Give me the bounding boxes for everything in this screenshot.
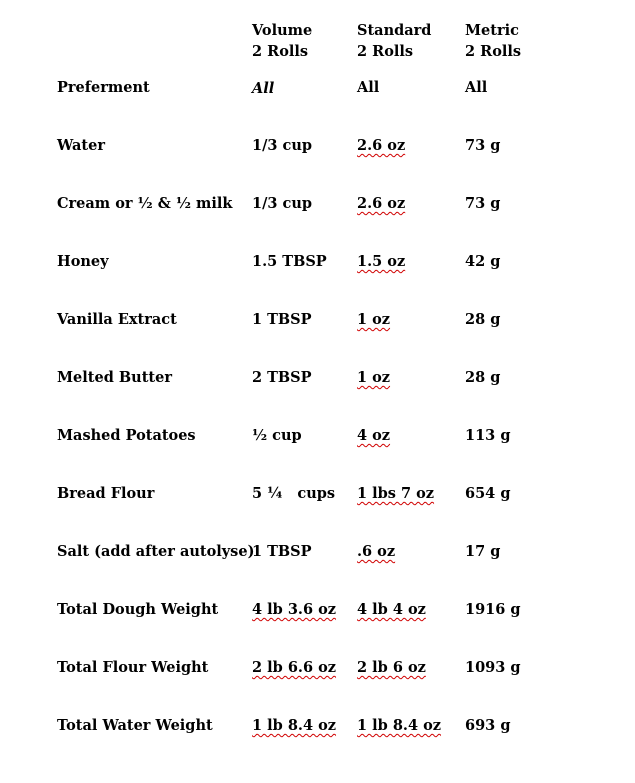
- header-volume-sub: 2 Rolls: [252, 43, 309, 60]
- row-volume: 1 TBSP: [252, 311, 312, 328]
- row-standard: 4 oz: [357, 427, 391, 444]
- row-standard: 1 lb 8.4 oz: [357, 717, 442, 734]
- row-standard: 2.6 oz: [357, 195, 406, 212]
- row-standard: 2 lb 6 oz: [357, 659, 426, 676]
- row-volume: 5 ¼ cups: [252, 485, 336, 502]
- header-standard: [357, 20, 431, 62]
- header-metric-sub: 2 Rolls: [465, 43, 522, 60]
- row-metric: 28 g: [465, 369, 501, 386]
- row-volume: 1.5 TBSP: [252, 253, 327, 270]
- row-standard: 4 lb 4 oz: [357, 601, 426, 618]
- row-metric: 28 g: [465, 311, 501, 328]
- row-metric: 42 g: [465, 253, 501, 270]
- row-volume: 1/3 cup: [252, 195, 313, 212]
- row-ingredient: Mashed Potatoes: [57, 427, 196, 444]
- header-volume: [252, 20, 312, 62]
- row-metric: 113 g: [465, 427, 511, 444]
- row-standard: 1 oz: [357, 369, 391, 386]
- row-metric: 693 g: [465, 717, 511, 734]
- preferment-label: Preferment: [57, 79, 150, 96]
- row-metric: 1916 g: [465, 601, 521, 618]
- preferment-volume: All: [252, 80, 275, 97]
- row-standard: 1 oz: [357, 311, 391, 328]
- row-ingredient: Water: [57, 137, 105, 154]
- row-ingredient: Honey: [57, 253, 109, 270]
- row-volume: 2 TBSP: [252, 369, 312, 386]
- row-ingredient: Total Water Weight: [57, 717, 213, 734]
- row-standard: 1 lbs 7 oz: [357, 485, 435, 502]
- row-volume: 1/3 cup: [252, 137, 313, 154]
- row-volume: 1 lb 8.4 oz: [252, 717, 337, 734]
- row-ingredient-text: Salt (add after autolyse): [57, 543, 255, 560]
- row-metric: 73 g: [465, 137, 501, 154]
- row-volume: ½ cup: [252, 427, 302, 444]
- preferment-standard: All: [357, 79, 380, 96]
- row-ingredient: Vanilla Extract: [57, 311, 177, 328]
- row-ingredient: Total Flour Weight: [57, 659, 209, 676]
- header-volume-title: Volume: [252, 22, 313, 39]
- row-metric: 654 g: [465, 485, 511, 502]
- row-standard: 1.5 oz: [357, 253, 406, 270]
- row-ingredient: Cream or ½ & ½ milk: [57, 195, 233, 212]
- header-standard-title: Standard: [357, 22, 432, 39]
- header-metric: [465, 20, 521, 62]
- row-ingredient: [57, 543, 254, 561]
- header-metric-title: Metric: [465, 22, 519, 39]
- row-volume: 1 TBSP: [252, 543, 312, 560]
- row-standard: .6 oz: [357, 543, 396, 560]
- row-metric: 17 g: [465, 543, 501, 560]
- row-metric: 73 g: [465, 195, 501, 212]
- row-volume: 2 lb 6.6 oz: [252, 659, 337, 676]
- row-standard: 2.6 oz: [357, 137, 406, 154]
- preferment-metric: All: [465, 79, 488, 96]
- row-metric: 1093 g: [465, 659, 521, 676]
- header-standard-sub: 2 Rolls: [357, 43, 414, 60]
- row-ingredient: Melted Butter: [57, 369, 172, 386]
- row-ingredient: Total Dough Weight: [57, 601, 219, 618]
- row-volume: 4 lb 3.6 oz: [252, 601, 337, 618]
- row-ingredient: Bread Flour: [57, 485, 155, 502]
